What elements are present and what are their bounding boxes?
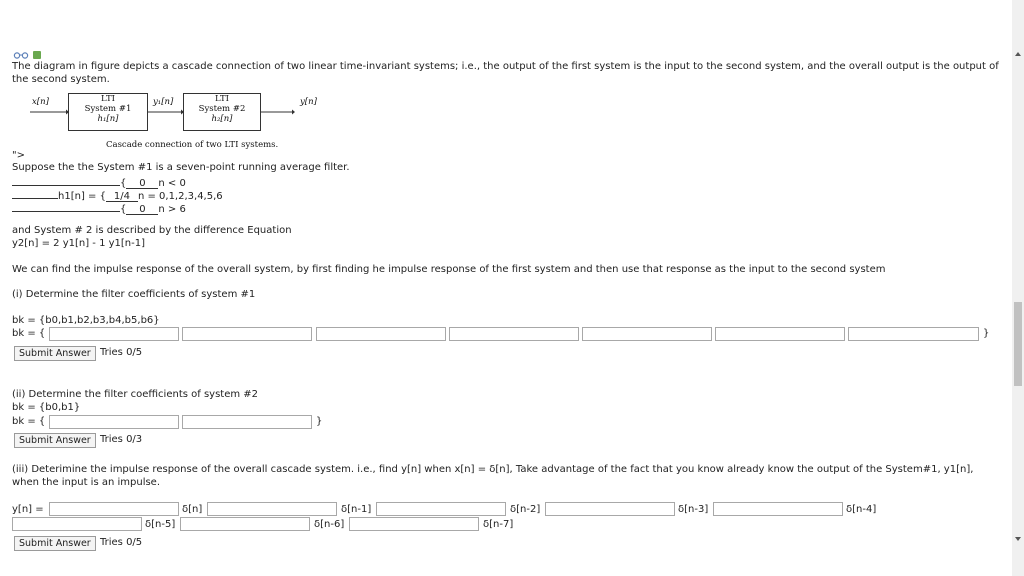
part3-submit-button[interactable]: Submit Answer	[14, 536, 96, 551]
part3-coef-n1-input[interactable]	[207, 502, 337, 516]
part3-delta-n1: δ[n-1]	[341, 504, 372, 515]
part1-submit-button[interactable]: Submit Answer	[14, 346, 96, 361]
part3-delta-n2: δ[n-2]	[510, 504, 541, 515]
system2-equation: y2[n] = 2 y1[n] - 1 y1[n-1]	[12, 238, 146, 249]
lti-system-2-block	[183, 93, 261, 131]
vertical-scrollbar[interactable]	[1012, 0, 1024, 576]
intermediate-signal-label: y₁[n]	[153, 97, 174, 107]
part2-question: (ii) Determine the filter coefficients of system #2	[12, 389, 259, 400]
part3-coef-n4-input[interactable]	[713, 502, 843, 516]
block2-line3: h₂[n]	[211, 114, 233, 124]
h1-condition-3: n > 6	[158, 204, 186, 215]
part1-coef-b0-input[interactable]	[49, 327, 179, 341]
scroll-down-arrow-icon[interactable]	[1015, 537, 1021, 541]
part3-question: (iii) Deterimine the impulse response of the overall cascade system. i.e., find y[n] when x[n] = δ[n], Take advantage of the fact that you know already know the output of the System#1, y1[n], when the input is an impulse.	[12, 464, 974, 488]
part2-coef-b0-input[interactable]	[49, 415, 179, 429]
feedback-icon[interactable]	[33, 51, 41, 59]
part3-delta-n5: δ[n-5]	[145, 519, 176, 530]
block1-line3: h₁[n]	[97, 114, 119, 124]
part1-question: (i) Determine the filter coefficients of system #1	[12, 289, 256, 300]
part3-delta-n7: δ[n-7]	[483, 519, 514, 530]
h1-condition-2: n = 0,1,2,3,4,5,6	[137, 191, 223, 202]
system1-intro: Suppose the the System #1 is a seven-point running average filter.	[12, 162, 350, 173]
part3-coef-n6-input[interactable]	[180, 517, 310, 531]
output-signal-label: y[n]	[300, 97, 317, 107]
block1-line2: System #1	[84, 104, 132, 114]
part1-coef-b1-input[interactable]	[182, 327, 312, 341]
part2-bk-label: bk = {	[12, 416, 46, 427]
part3-delta-n6: δ[n-6]	[314, 519, 345, 530]
part3-tries: Tries 0/5	[100, 537, 143, 548]
part3-delta-n4: δ[n-4]	[846, 504, 877, 515]
header-icons	[13, 51, 43, 60]
h1-value-1: 0	[126, 178, 158, 189]
part1-tries: Tries 0/5	[100, 347, 143, 358]
input-signal-label: x[n]	[32, 97, 49, 107]
part2-tries: Tries 0/3	[100, 434, 143, 445]
part3-coef-n3-input[interactable]	[545, 502, 675, 516]
part1-coef-b3-input[interactable]	[449, 327, 579, 341]
h1-row-1: { 0 n < 0	[12, 175, 186, 190]
glasses-icon	[13, 52, 29, 59]
problem-intro: The diagram in figure depicts a cascade connection of two linear time-invariant systems; i.e., the output of the first system is the input to the second system, and the overall output is the output of the second system.	[12, 61, 999, 85]
part1-coef-b5-input[interactable]	[715, 327, 845, 341]
h1-condition-1: n < 0	[158, 178, 186, 189]
part3-coef-n5-input[interactable]	[12, 517, 142, 531]
system2-intro: and System # 2 is described by the difference Equation	[12, 225, 292, 236]
part1-coef-b6-input[interactable]	[848, 327, 979, 341]
h1-value-3: 0	[126, 204, 158, 215]
block2-line2: System #2	[198, 104, 246, 114]
part3-coef-n2-input[interactable]	[376, 502, 506, 516]
part1-coef-b4-input[interactable]	[582, 327, 712, 341]
scroll-up-arrow-icon[interactable]	[1015, 52, 1021, 56]
part3-coef-n7-input[interactable]	[349, 517, 479, 531]
part2-submit-button[interactable]: Submit Answer	[14, 433, 96, 448]
h1-lhs: h1[n] = {	[58, 191, 106, 202]
part1-coef-b2-input[interactable]	[316, 327, 446, 341]
stray-markup-text: ">	[12, 150, 25, 161]
part2-coef-b1-input[interactable]	[182, 415, 312, 429]
part3-delta-n: δ[n]	[182, 504, 203, 515]
approach-text: We can find the impulse response of the overall system, by first finding he impulse response of the first system and then use that response as the input to the second system	[12, 264, 886, 275]
part3-yn-label: y[n] =	[12, 504, 44, 515]
lti-system-1-block	[68, 93, 148, 131]
scrollbar-thumb[interactable]	[1014, 302, 1022, 386]
part2-bk-definition: bk = {b0,b1}	[12, 402, 81, 413]
block1-line1: LTI	[101, 94, 115, 104]
part3-delta-n3: δ[n-3]	[678, 504, 709, 515]
h1-value-2: 1/4	[106, 191, 138, 202]
part1-close-brace: }	[983, 328, 990, 339]
h1-row-3: { 0 n > 6	[12, 201, 186, 216]
part3-coef-n-input[interactable]	[49, 502, 179, 516]
part2-close-brace: }	[316, 416, 323, 427]
part1-bk-definition: bk = {b0,b1,b2,b3,b4,b5,b6}	[12, 315, 160, 326]
block2-line1: LTI	[215, 94, 229, 104]
part1-bk-label: bk = {	[12, 328, 46, 339]
cascade-diagram	[20, 90, 320, 148]
diagram-caption: Cascade connection of two LTI systems.	[106, 140, 279, 150]
